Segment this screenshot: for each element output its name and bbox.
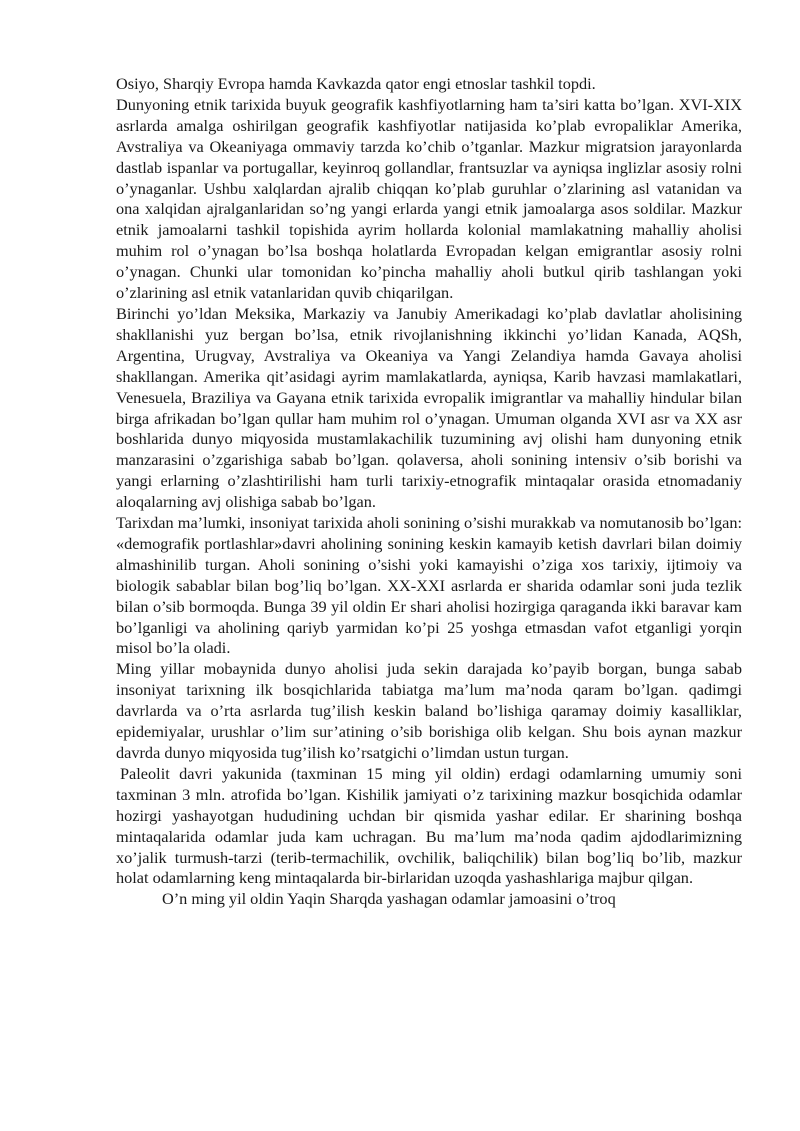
paragraph-6: Paleolit davri yakunida (taxminan 15 ming yil oldin) erdagi odamlarning umumiy soni taxminan 3 mln. atrofida bo’lgan. Kishilik jamiyati o’z tarixining mazkur bosqichida odamlar hozirgi yashayotgan hududining uchdan bir qismida yashar edilar. Er sharining boshqa mintaqalarida odamlar juda kam uchragan. Bu ma’lum ma’noda qadim ajdodlarimizning xo’jalik turmush-tarzi (terib-termachilik, ovchilik, baliqchilik) bilan bog’liq bo’lib, mazkur holat odamlarning keng mintaqalarda bir-birlaridan uzoqda yashashlariga majbur qilgan.: [116, 763, 742, 888]
paragraph-2: Dunyoning etnik tarixida buyuk geografik kashfiyotlarning ham ta’siri katta bo’lgan. XVI-XIX asrlarda amalga oshirilgan geografik kashfiyotlar natijasida ko’plab evropaliklar Amerika, Avstraliya va Okeaniyaga ommaviy tarzda ko’chib o’tganlar. Mazkur migratsion jarayonlarda dastlab ispanlar va portugallar, keyinroq gollandlar, frantsuzlar va ayniqsa inglizlar asosiy rolni o’ynaganlar. Ushbu xalqlardan ajralib chiqqan ko’plab guruhlar o’zlarining asl vatanidan va ona xalqidan ajralganlaridan so’ng yangi erlarda yangi etnik jamoalarga asos soldilar. Mazkur etnik jamoalarni tashkil topishida ayrim hollarda kolonial mamlakatning mahalliy aholisi muhim rol o’ynagan bo’lsa boshqa holatlarda Evropadan kelgan emigrantlar asosiy rolni o’ynagan. Chunki ular tomonidan ko’pincha mahalliy aholi butkul qirib tashlangan yoki o’zlarining asl etnik vatanlaridan quvib chiqarilgan.: [116, 94, 742, 303]
paragraph-5: Ming yillar mobaynida dunyo aholisi juda sekin darajada ko’payib borgan, bunga sabab insoniyat tarixning ilk bosqichlarida tabiatga ma’lum ma’noda qaram bo’lgan. qadimgi davrlarda va o’rta asrlarda tug’ilish keskin baland bo’lishiga qaramay doimiy kasalliklar, epidemiyalar, urushlar o’lim sur’atining o’sib borishiga olib kelgan. Shu bois aynan mazkur davrda dunyo miqyosida tug’ilish ko’rsatgichi o’limdan ustun turgan.: [116, 659, 742, 762]
paragraph-7: O’n ming yil oldin Yaqin Sharqda yashagan odamlar jamoasini o’troq: [162, 889, 616, 909]
document-page: [116, 74, 742, 910]
paragraph-4: Tarixdan ma’lumki, insoniyat tarixida aholi sonining o’sishi murakkab va nomutanosib bo’lgan: «demografik portlashlar»davri aholining sonining keskin kamayib ketish davrlari bilan doimiy almashinilib turgan. Aholi sonining o’sishi yoki kamayishi o’ziga xos tarixiy, ijtimoiy va biologik sabablar bilan bog’liq bo’lgan. XX-XXI asrlarda er sharida odamlar soni juda tezlik bilan o’sib bormoqda. Bunga 39 yil oldin Er shari aholisi hozirgiga qaraganda ikki baravar kam bo’lganligi va aholining qariyb yarmidan ko’pi 25 yoshga etmasdan vafot etganligi yorqin misol bo’la oladi.: [116, 513, 742, 658]
paragraph-1: Osiyo, Sharqiy Evropa hamda Kavkazda qator engi etnoslar tashkil topdi.: [116, 74, 596, 93]
paragraph-3: Birinchi yo’ldan Meksika, Markaziy va Janubiy Amerikadagi ko’plab davlatlar aholisining shakllanishi yuz bergan bo’lsa, etnik rivojlanishning ikkinchi yo’lidan Kanada, AQSh, Argentina, Urugvay, Avstraliya va Okeaniya va Yangi Zelandiya hamda Gavaya aholisi shakllangan. Amerika qit’asidagi ayrim mamlakatlarda, ayniqsa, Karib havzasi mamlakatlari, Venesuela, Braziliya va Gayana etnik tarixida evropalik imigrantlar va mahalliy hindular bilan birga afrikadan bo’lgan qullar ham muhim rol o’ynagan. Umuman olganda XVI asr va XX asr boshlarida dunyo miqyosida mustamlakachilik tuzumining avj olishi ham dunyoning etnik manzarasini o’zgarishiga sabab bo’lgan. qolaversa, aholi sonining intensiv o’sib borishi va yangi erlarning o’zlashtirilishi ham turli tarixiy-etnografik mintaqalar orasida etnomadaniy aloqalarning avj olishiga sabab bo’lgan.: [116, 303, 742, 512]
